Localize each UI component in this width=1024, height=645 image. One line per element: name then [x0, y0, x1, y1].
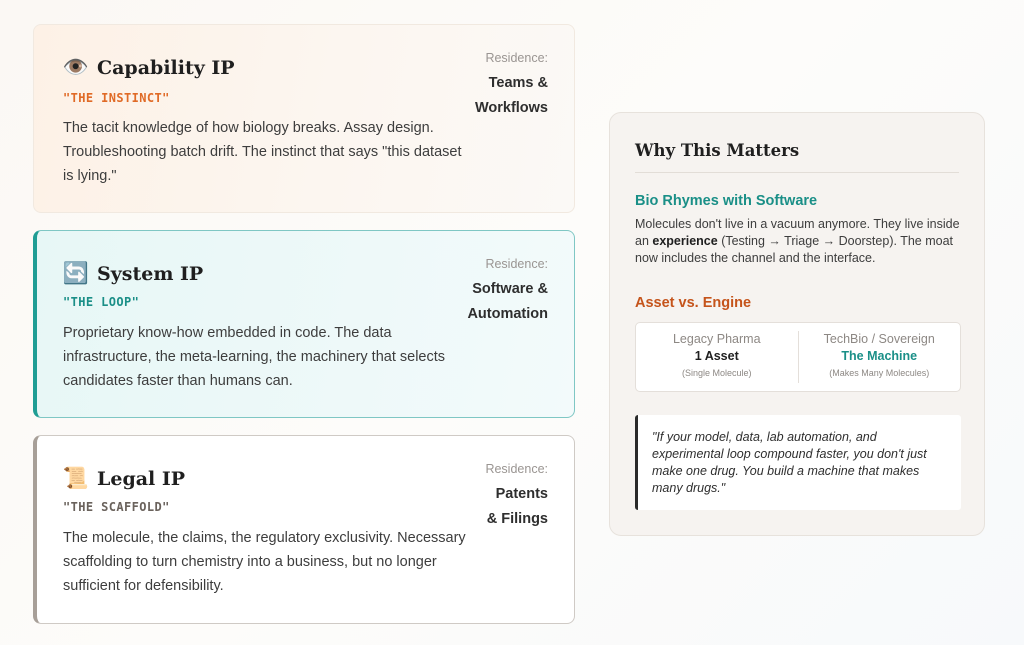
comparison-box [635, 322, 961, 392]
residence-block [485, 462, 548, 532]
card-title-text: Legal IP [97, 468, 186, 490]
card-title [63, 55, 235, 81]
eye-icon: 👁️ [62, 56, 90, 79]
why-this-matters-panel [609, 112, 985, 536]
quote-block: "If your model, data, lab automation, and experimental loop compound faster, you don't just make one drug. You build a machine that makes many drugs." [635, 415, 961, 510]
residence-label: Residence: [485, 257, 548, 271]
residence-value: Software & Automation [467, 281, 548, 322]
residence-value: Patents & Filings [486, 486, 548, 527]
card-description: Proprietary know-how embedded in code. The data infrastructure, the meta-learning, the machinery that selects candidates faster than humans can. [63, 325, 446, 389]
body-emphasis: experience [652, 234, 718, 248]
panel-title: Why This Matters [635, 141, 800, 160]
section-title-bio-rhymes: Bio Rhymes with Software [635, 193, 818, 209]
residence-value: Teams & Workflows [474, 75, 548, 116]
card-description: The tacit knowledge of how biology breaks. Assay design. Troubleshooting batch drift. The instinct that says "this dataset is lying." [63, 120, 462, 184]
card-tagline: "THE LOOP" [63, 295, 140, 309]
comparison-techbio [798, 331, 961, 383]
residence-label: Residence: [485, 462, 548, 476]
card-tagline: "THE SCAFFOLD" [63, 500, 170, 514]
comparison-note: (Single Molecule) [681, 368, 752, 378]
card-title-text: System IP [97, 263, 204, 285]
comparison-note: (Makes Many Molecules) [829, 368, 930, 378]
card-title [63, 466, 185, 492]
scroll-icon: 📜 [62, 467, 90, 490]
card-title-text: Capability IP [97, 57, 235, 79]
card-title [63, 261, 203, 287]
system-ip-card [33, 230, 575, 418]
capability-ip-card [33, 24, 575, 213]
comparison-heading: TechBio / Sovereign [823, 332, 935, 346]
legal-ip-card [33, 435, 575, 624]
section-body-bio-rhymes [635, 216, 965, 267]
comparison-legacy-pharma [636, 323, 798, 391]
residence-label: Residence: [485, 51, 548, 65]
body-text: (Testing → Triage → Doorstep). The moat now includes the channel and the interface. [635, 234, 953, 265]
card-description: The molecule, the claims, the regulatory exclusivity. Necessary scaffolding to turn chemistry into a business, but no longer sufficient for defensibility. [63, 530, 466, 594]
card-tagline: "THE INSTINCT" [63, 91, 170, 105]
refresh-loop-icon: 🔄 [62, 262, 90, 285]
section-title-asset-vs-engine: Asset vs. Engine [635, 295, 752, 311]
comparison-value: 1 Asset [694, 349, 739, 363]
panel-divider [635, 172, 959, 173]
residence-block [475, 51, 548, 121]
comparison-heading: Legacy Pharma [672, 332, 761, 346]
body-text: Molecules don't live in a vacuum anymore. They live inside an [635, 217, 960, 248]
comparison-value: The Machine [841, 349, 918, 363]
residence-block [467, 257, 548, 327]
